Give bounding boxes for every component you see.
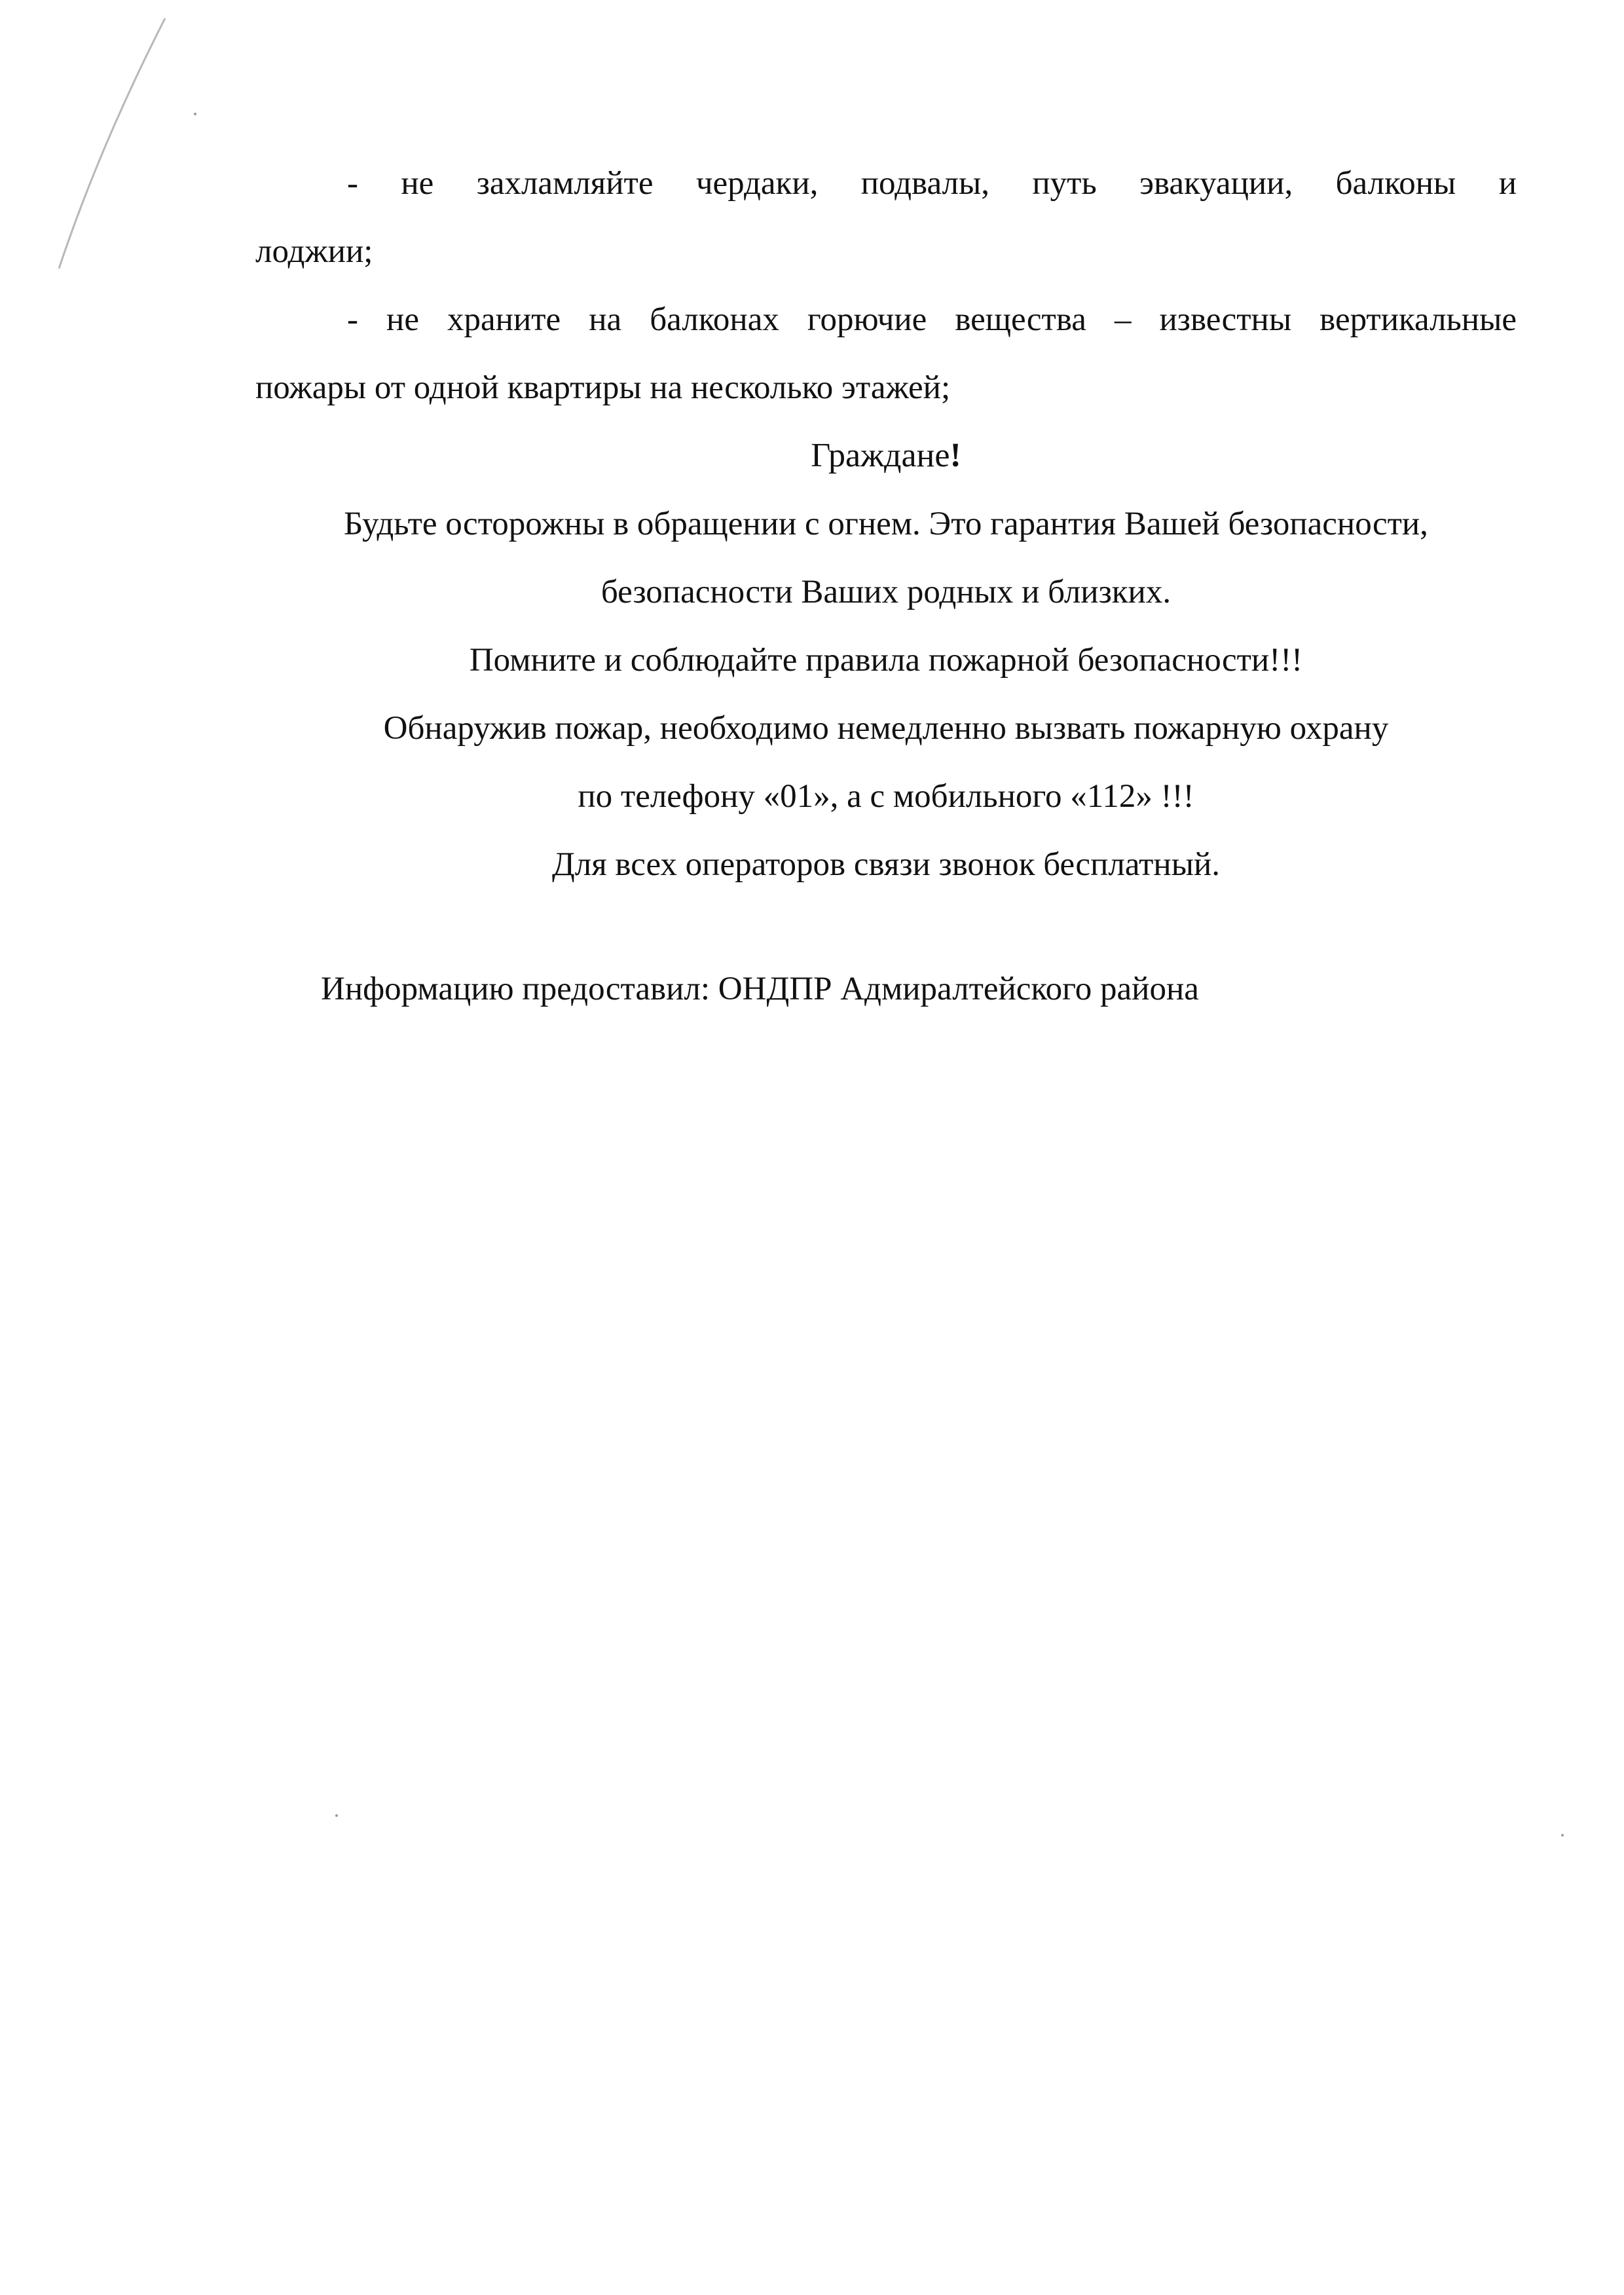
spacer [255, 899, 1517, 955]
appeal-line: Обнаружив пожар, необходимо немедленно вызвать пожарную охрану [383, 710, 1389, 747]
scan-artifact-line [13, 7, 183, 282]
appeal-line: Помните и соблюдайте правила пожарной безопасности!!! [469, 642, 1303, 679]
bullet-line-continuation: пожары от одной квартиры на несколько этажей; [255, 369, 951, 406]
appeal-line: Будьте осторожны в обращении с огнем. Это гарантия Вашей безопасности, [344, 506, 1428, 542]
scan-dust-dot [194, 113, 196, 115]
bullet-line: - не храните на балконах горючие вещества – известны вертикальные [347, 301, 1517, 338]
appeal-heading-text: Граждане [811, 437, 950, 474]
appeal-heading [255, 422, 1517, 490]
scan-dust-dot [1561, 1834, 1564, 1837]
bullet-paragraph [255, 286, 1517, 422]
appeal-line: Для всех операторов связи звонок бесплатный. [551, 846, 1221, 883]
bullet-line-continuation: лоджии; [255, 233, 373, 270]
info-source: Информацию предоставил: ОНДПР Адмиралтейского района [321, 971, 1199, 1007]
appeal-heading-mark: ! [950, 437, 961, 474]
appeal-line: безопасности Ваших родных и близких. [600, 574, 1172, 610]
bullet-line: - не захламляйте чердаки, подвалы, путь эвакуации, балконы и [347, 165, 1517, 202]
appeal-line: по телефону «01», а с мобильного «112» !!! [578, 778, 1194, 815]
bullet-paragraph [255, 149, 1517, 286]
document-body [255, 149, 1517, 1023]
scan-dust-dot [335, 1814, 338, 1817]
